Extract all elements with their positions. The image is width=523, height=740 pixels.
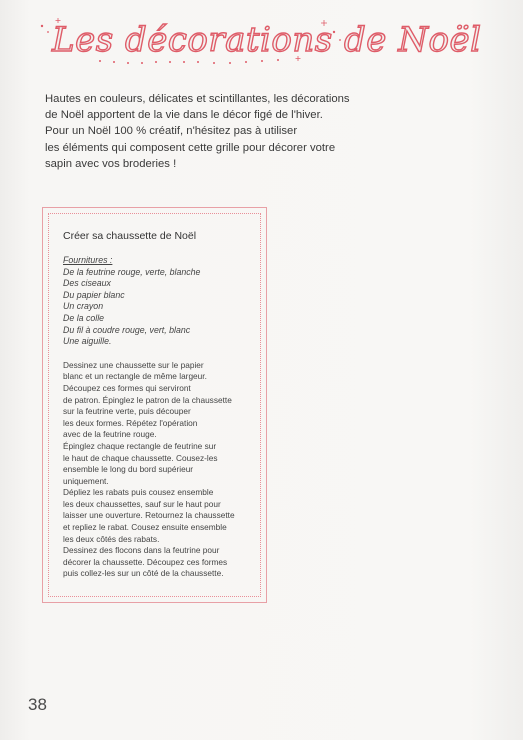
intro-line: Hautes en couleurs, délicates et scintillantes, les décorations	[45, 93, 350, 105]
step-line: ensemble le long du bord supérieur	[63, 464, 194, 475]
box-title: Créer sa chaussette de Noël	[63, 230, 197, 242]
step-line: puis collez-les sur un côté de la chaussette.	[63, 568, 224, 579]
title-block	[38, 12, 482, 68]
intro-line: de Noël apportent de la vie dans le décor figé de l'hiver.	[45, 109, 323, 122]
step-line: avec de la feutrine rouge.	[63, 429, 157, 440]
page-number: 38	[28, 695, 47, 714]
step-line: décorer la chaussette. Découpez ces formes	[63, 556, 228, 567]
step-line: uniquement.	[63, 475, 109, 486]
step-line: Dépliez les rabats puis cousez ensemble	[63, 487, 214, 498]
step-line: Épinglez chaque rectangle de feutrine sur	[63, 440, 217, 451]
supply-item: Du papier blanc	[63, 289, 125, 300]
supply-item: Des ciseaux	[63, 278, 111, 289]
step-line: de patron. Épinglez le patron de la chaussette	[63, 394, 232, 405]
step-line: Dessinez une chaussette sur le papier	[63, 359, 204, 370]
step-line: les deux côtés des rabats.	[63, 533, 160, 544]
instruction-box-content	[63, 229, 259, 580]
step-line: les deux formes. Répétez l'opération	[63, 417, 198, 428]
step-line: Découpez ces formes qui serviront	[63, 382, 191, 393]
supplies-heading: Fournitures :	[63, 255, 113, 265]
step-line: les deux chaussettes, sauf sur le haut pour	[63, 498, 221, 509]
supply-item: Du fil à coudre rouge, vert, blanc	[63, 324, 191, 335]
step-line: et repliez le rabat. Cousez ensuite ensemble	[63, 522, 227, 533]
intro-line: les éléments qui composent cette grille pour décorer votre	[45, 141, 336, 154]
supply-item: De la colle	[63, 312, 105, 323]
instruction-steps	[63, 360, 259, 580]
step-line: blanc et un rectangle de même largeur.	[63, 371, 207, 382]
step-line: sur la feutrine verte, puis découper	[63, 406, 191, 417]
intro-line: Pour un Noël 100 % créatif, n'hésitez pas à utiliser	[45, 125, 298, 138]
intro-line: sapin avec vos broderies !	[45, 157, 177, 170]
supply-item: Une aiguille.	[63, 336, 112, 347]
step-line: laisser une ouverture. Retournez la chaussette	[63, 510, 235, 521]
supply-item: De la feutrine rouge, verte, blanche	[63, 266, 201, 277]
step-line: le haut de chaque chaussette. Cousez-les	[63, 452, 218, 463]
supply-item: Un crayon	[63, 301, 104, 312]
page-title: Les décorations de Noël	[52, 20, 482, 60]
supplies-list	[63, 255, 259, 348]
intro-paragraph	[45, 91, 355, 172]
step-line: Dessinez des flocons dans la feutrine pour	[63, 545, 220, 556]
